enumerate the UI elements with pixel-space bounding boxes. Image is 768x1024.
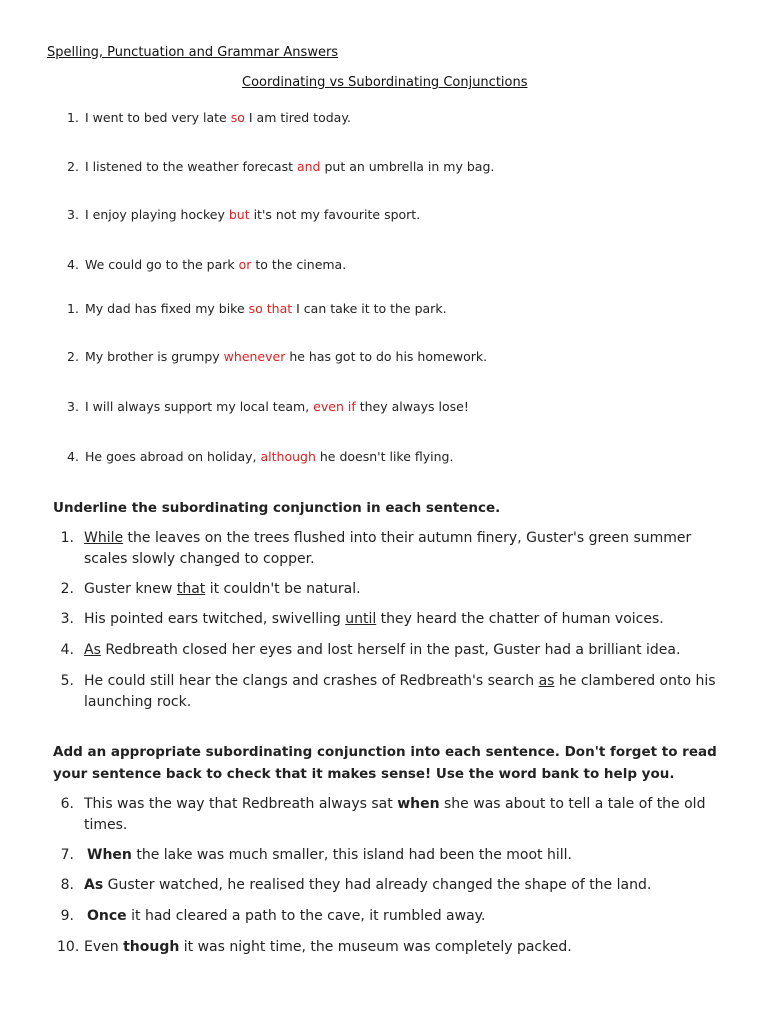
add-item	[57, 794, 717, 836]
add-item	[57, 906, 717, 927]
item-number: 2.	[67, 349, 79, 364]
bold-conjunction: though	[123, 939, 180, 955]
add-item	[57, 937, 717, 958]
sentence-start: I listened to the weather forecast	[85, 159, 297, 174]
item-number: 1.	[67, 110, 79, 125]
document-title: Spelling, Punctuation and Grammar Answers	[47, 45, 339, 60]
sentence-end: they always lose!	[355, 399, 469, 414]
underlined-conjunction: While	[84, 530, 124, 546]
sentence-end: he doesn't like flying.	[315, 449, 454, 464]
item-number: 2.	[67, 159, 79, 174]
item-number: 10.	[57, 939, 80, 955]
conjunction: but	[228, 207, 250, 222]
bold-conjunction: Once	[87, 908, 127, 924]
sentence-end: Redbreath closed her eyes and lost herself in the past, Guster had a brilliant idea.	[100, 642, 681, 658]
sentence-end: put an umbrella in my bag.	[320, 159, 495, 174]
item-number: 1.	[67, 301, 79, 316]
sentence-start: My brother is grumpy	[85, 349, 224, 364]
sentence-start: He goes abroad on holiday,	[85, 449, 261, 464]
coordinating-item	[67, 159, 494, 174]
add-item	[57, 875, 717, 896]
item-number: 7.	[60, 847, 74, 863]
bold-conjunction: As	[84, 877, 104, 893]
sentence-end: the leaves on the trees flushed into their autumn finery, Guster's green summer scales slowly changed to copper.	[84, 530, 692, 567]
conjunction: and	[296, 159, 321, 174]
sentence-end: I can take it to the park.	[292, 301, 447, 316]
underlined-conjunction: until	[345, 611, 377, 627]
conjunction: even if	[313, 399, 356, 414]
coordinating-item	[67, 207, 420, 222]
sentence-end: it was night time, the museum was completely packed.	[179, 939, 572, 955]
item-number: 4.	[67, 257, 79, 272]
sentence-end: he has got to do his homework.	[285, 349, 488, 364]
sentence-end: she was about to tell a tale of the old times.	[84, 796, 706, 833]
underline-task-heading: Underline the subordinating conjunction in each sentence.	[53, 500, 501, 516]
underlined-conjunction: as	[538, 673, 555, 689]
sentence-start: We could go to the park	[85, 257, 239, 272]
sentence-start: My dad has fixed my bike	[85, 301, 249, 316]
sentence-end: to the cinema.	[251, 257, 347, 272]
sentence-end: it's not my favourite sport.	[249, 207, 421, 222]
item-number: 4.	[60, 642, 74, 658]
sentence-start: His pointed ears twitched, swivelling	[84, 611, 346, 627]
item-number: 8.	[60, 877, 74, 893]
sentence-start: He could still hear the clangs and crashes of Redbreath's search	[84, 673, 539, 689]
sentence-end: Guster watched, he realised they had already changed the shape of the land.	[103, 877, 652, 893]
subordinating-item	[67, 349, 487, 364]
item-number: 3.	[67, 207, 79, 222]
subordinating-item	[67, 449, 453, 464]
coordinating-item	[67, 257, 346, 272]
sentence-end: it couldn't be natural.	[205, 581, 361, 597]
sentence-start: I enjoy playing hockey	[85, 207, 229, 222]
sentence-start: Guster knew	[84, 581, 177, 597]
item-number: 6.	[60, 796, 74, 812]
sentence-end: I am tired today.	[244, 110, 351, 125]
add-task-heading: Add an appropriate subordinating conjunction into each sentence. Don't forget to read your sentence back to check that it makes sense! Use the word bank to help you.	[53, 744, 717, 782]
item-number: 2.	[60, 581, 74, 597]
item-number: 3.	[67, 399, 79, 414]
underlined-conjunction: that	[176, 581, 206, 597]
item-number: 5.	[60, 673, 74, 689]
underline-item	[57, 609, 717, 630]
sentence-start: I will always support my local team,	[85, 399, 314, 414]
subordinating-item	[67, 301, 447, 316]
conjunction: although	[260, 449, 316, 464]
sentence-end: the lake was much smaller, this island had been the moot hill.	[131, 847, 572, 863]
underlined-conjunction: As	[84, 642, 101, 658]
item-number: 4.	[67, 449, 79, 464]
sentence-end: he clambered onto his launching rock.	[84, 673, 716, 710]
conjunction: so that	[248, 301, 293, 316]
sentence-end: it had cleared a path to the cave, it rumbled away.	[126, 908, 486, 924]
underline-item	[57, 528, 717, 570]
coordinating-item	[67, 110, 351, 125]
sentence-end: they heard the chatter of human voices.	[376, 611, 664, 627]
underline-item	[57, 640, 717, 661]
underline-item	[57, 579, 717, 600]
conjunction: whenever	[223, 349, 286, 364]
bold-conjunction: when	[397, 796, 440, 812]
sentence-start: Even	[84, 939, 124, 955]
conjunction: so	[230, 110, 245, 125]
subordinating-item	[67, 399, 469, 414]
conjunction: or	[238, 257, 252, 272]
sentence-start: I went to bed very late	[85, 110, 231, 125]
add-item	[57, 845, 717, 866]
document-subtitle: Coordinating vs Subordinating Conjunctions	[242, 75, 528, 90]
sentence-start: This was the way that Redbreath always sat	[84, 796, 398, 812]
underline-item	[57, 671, 717, 713]
item-number: 1.	[60, 530, 74, 546]
item-number: 3.	[60, 611, 74, 627]
item-number: 9.	[60, 908, 74, 924]
bold-conjunction: When	[87, 847, 132, 863]
